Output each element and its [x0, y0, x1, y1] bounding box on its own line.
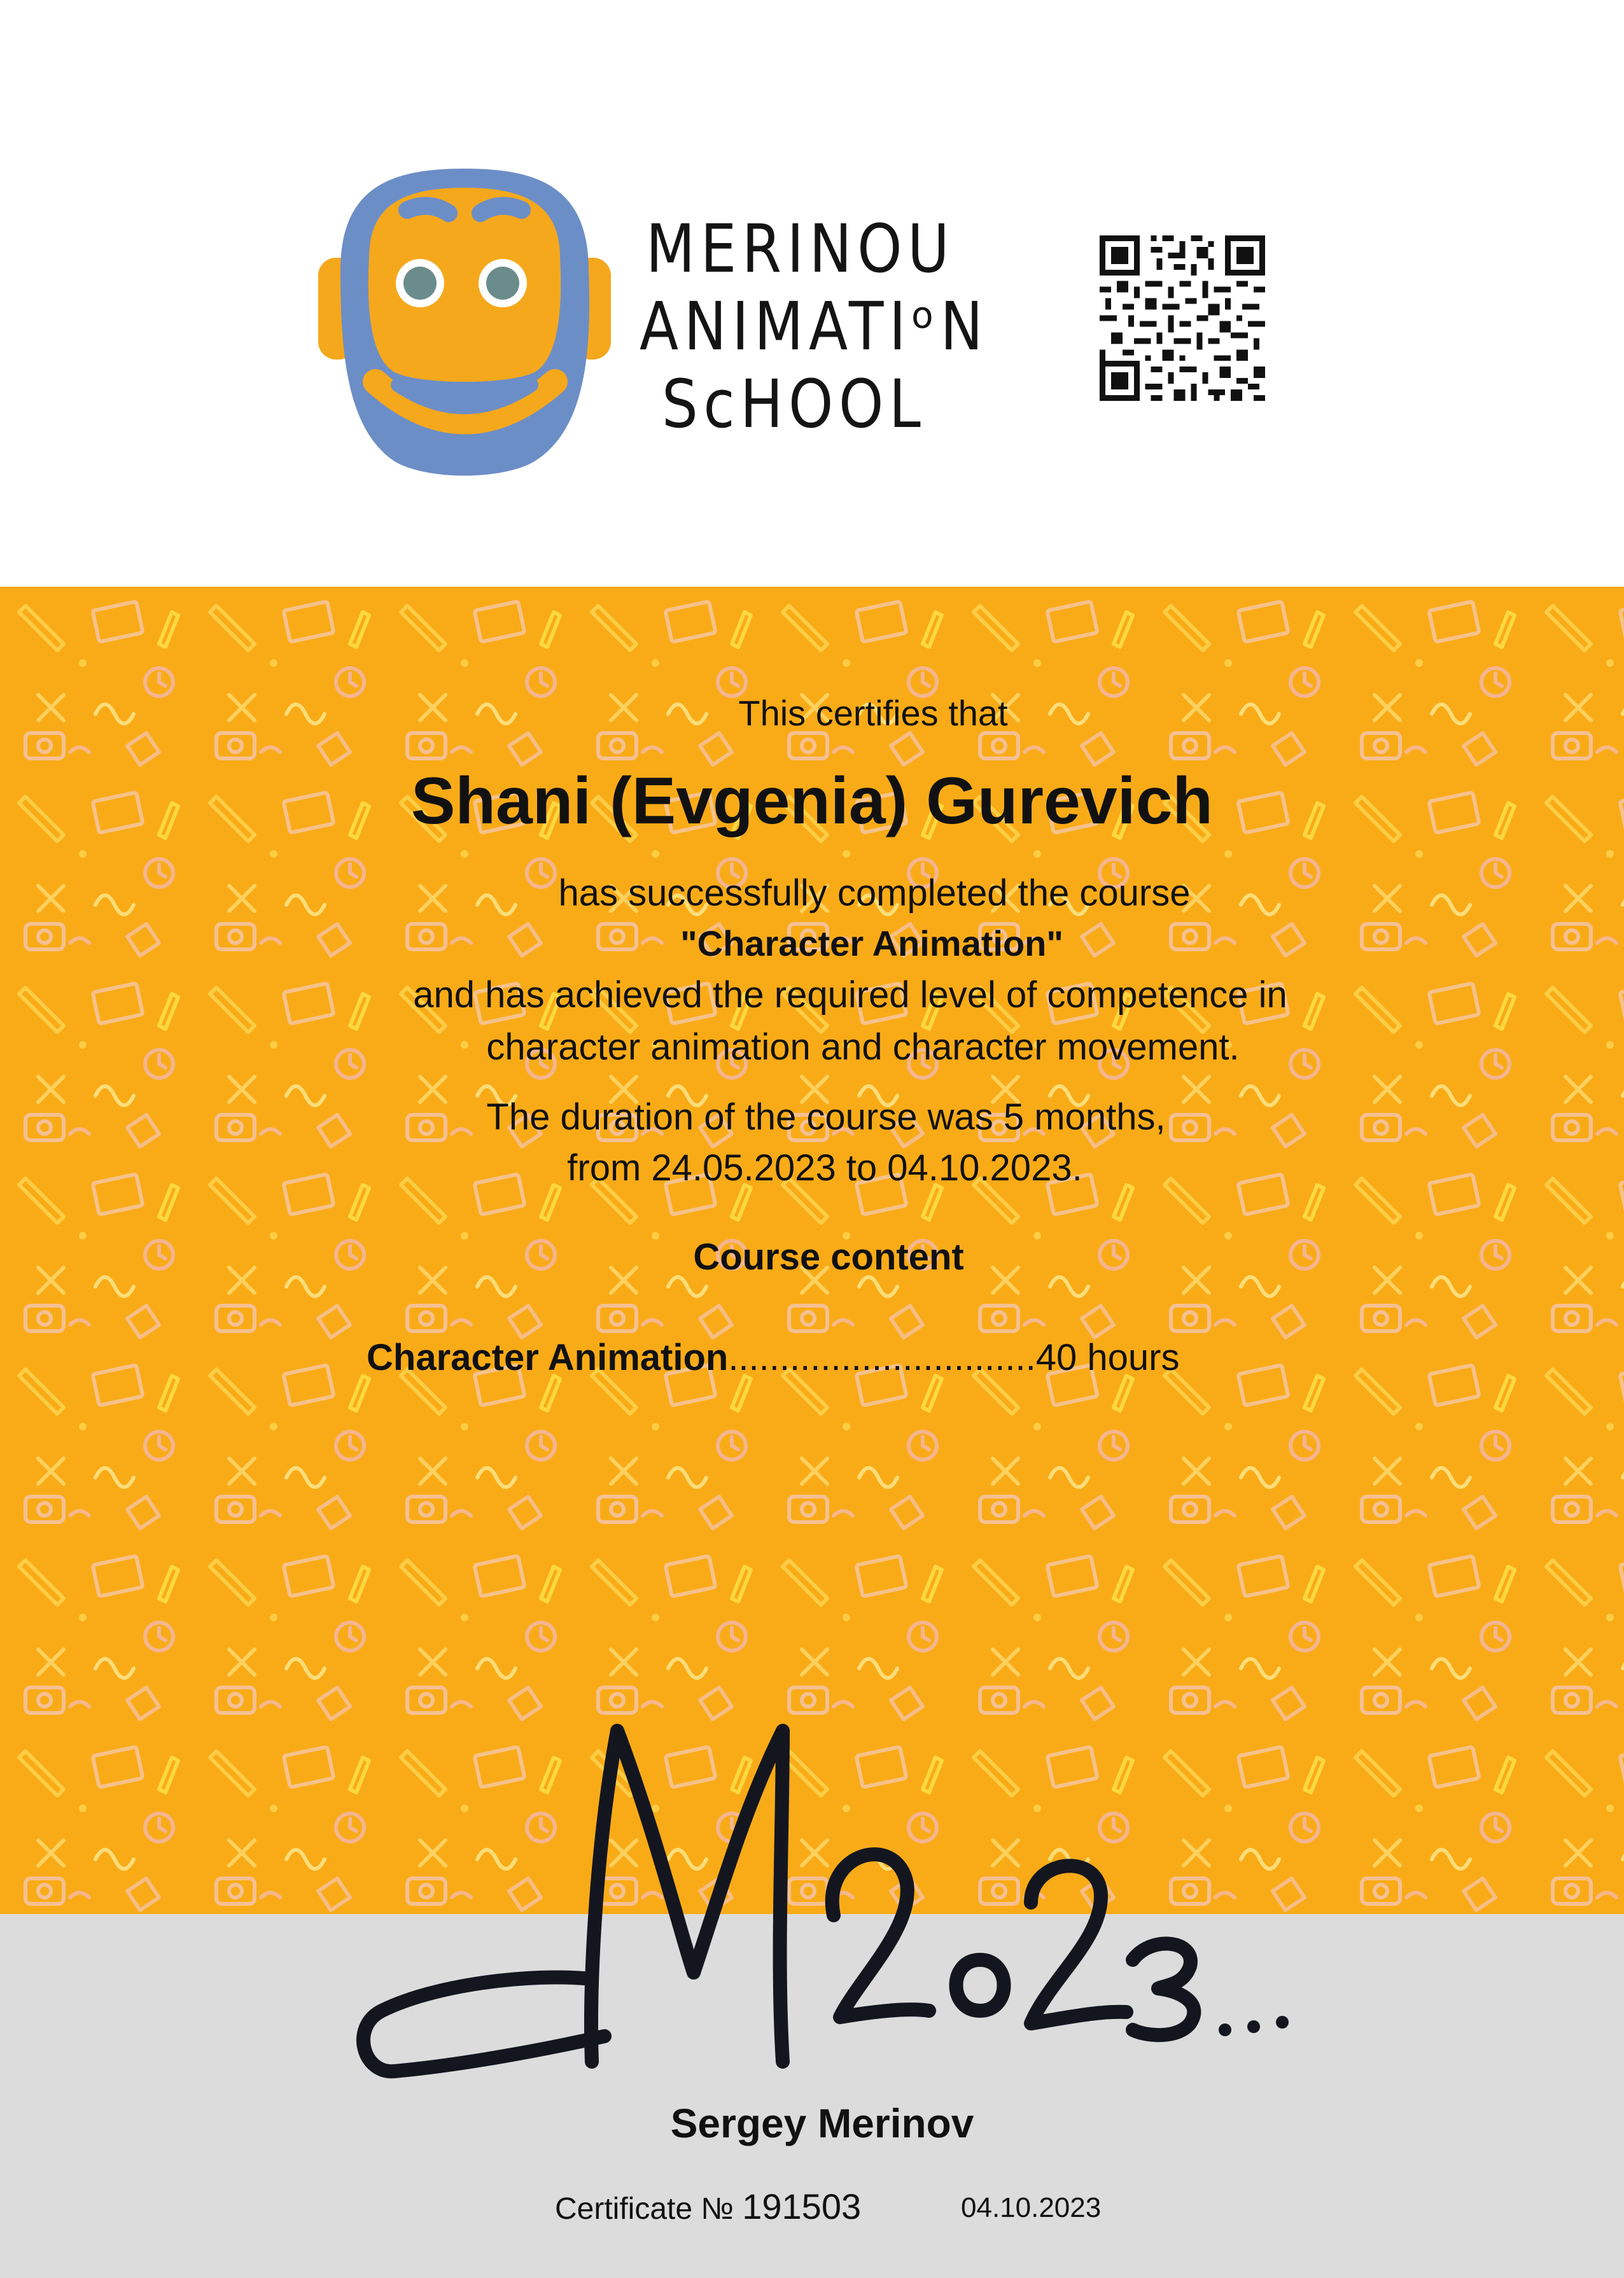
certificate-number — [555, 2186, 861, 2227]
course-content-row — [367, 1336, 1179, 1379]
wordmark-line-1: MERINOU — [646, 210, 955, 288]
school-wordmark — [640, 210, 1015, 452]
issue-date: 04.10.2023 — [961, 2192, 1102, 2223]
course-dates: from 24.05.2023 to 04.10.2023. — [567, 1147, 1082, 1189]
achievement-statement: and has achieved the required level of competence in — [413, 974, 1287, 1016]
course-title: "Character Animation" — [680, 923, 1063, 963]
qr-code-icon[interactable] — [1100, 235, 1265, 401]
certificate-header — [0, 0, 1624, 587]
recipient-name: Shani (Evgenia) Gurevich — [411, 764, 1213, 838]
course-duration: The duration of the course was 5 months, — [486, 1096, 1166, 1138]
intro-text: This certifies that — [738, 693, 1008, 733]
course-content-hours: 40 hours — [1035, 1337, 1180, 1378]
wordmark-line-3: ScHOOL — [662, 365, 927, 443]
course-content-leader: .............................. — [728, 1337, 1036, 1378]
course-content-name: Character Animation — [367, 1337, 729, 1378]
course-content-heading: Course content — [693, 1236, 964, 1278]
signer-name: Sergey Merinov — [670, 2100, 974, 2146]
certificate-number-value: 191503 — [742, 2186, 862, 2226]
handwritten-signature — [337, 1705, 1324, 2100]
wordmark-line-2: ANIMATIᵒN — [640, 288, 989, 365]
logo-face-icon — [318, 162, 611, 480]
certificate-number-label: Certificate № — [555, 2192, 734, 2226]
completion-statement: has successfully completed the course — [558, 872, 1191, 914]
competence-area: character animation and character movement. — [486, 1026, 1240, 1068]
